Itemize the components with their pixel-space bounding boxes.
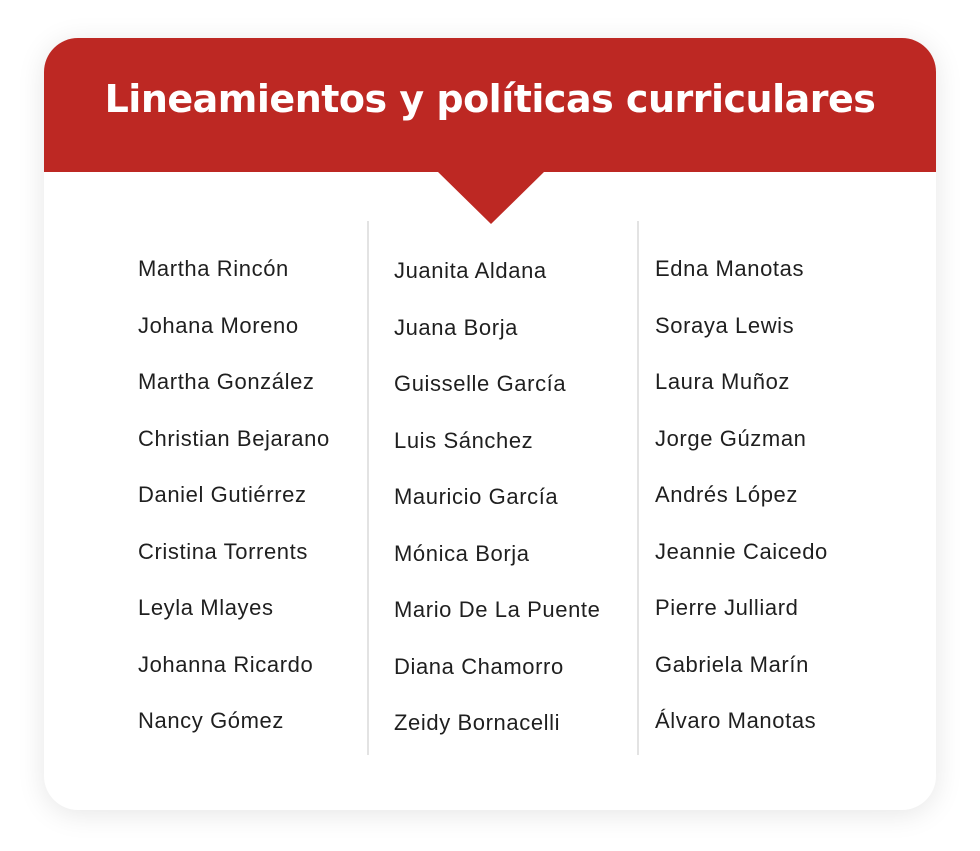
list-item: Juanita Aldana	[394, 258, 547, 283]
list-item: Cristina Torrents	[138, 538, 308, 564]
list-item: Diana Chamorro	[394, 653, 564, 679]
column-divider	[637, 221, 639, 755]
list-item: Jorge Gúzman	[655, 425, 807, 451]
names-column-1	[138, 255, 330, 764]
list-item: Zeidy Bornacelli	[394, 710, 561, 735]
column-divider	[367, 221, 369, 755]
list-item: Luis Sánchez	[394, 427, 534, 453]
list-item: Nancy Gómez	[138, 708, 284, 733]
list-item: Mauricio García	[394, 484, 559, 509]
list-item: Christian Bejarano	[138, 425, 330, 451]
list-item: Mario De La Puente	[394, 597, 601, 622]
list-item: Daniel Gutiérrez	[138, 482, 307, 507]
names-column-2	[394, 257, 600, 766]
list-item: Jeannie Caicedo	[655, 538, 828, 564]
list-item: Soraya Lewis	[655, 312, 795, 338]
list-item: Martha González	[138, 369, 315, 394]
page-title: Lineamientos y políticas curriculares	[104, 77, 876, 121]
names-column-3	[655, 255, 828, 764]
list-item: Gabriela Marín	[655, 651, 809, 677]
list-item: Álvaro Manotas	[655, 708, 817, 733]
list-item: Andrés López	[655, 482, 798, 507]
list-item: Johanna Ricardo	[138, 651, 314, 677]
list-item: Juana Borja	[394, 314, 519, 340]
list-item: Martha Rincón	[138, 256, 289, 281]
header-banner	[44, 38, 936, 210]
list-item: Mónica Borja	[394, 540, 530, 566]
list-item: Johana Moreno	[138, 312, 299, 338]
list-item: Pierre Julliard	[655, 595, 799, 620]
list-item: Leyla Mlayes	[138, 595, 274, 620]
list-item: Guisselle García	[394, 371, 567, 396]
list-item: Edna Manotas	[655, 256, 805, 281]
list-item: Laura Muñoz	[655, 369, 791, 394]
header-pointer	[437, 171, 545, 224]
